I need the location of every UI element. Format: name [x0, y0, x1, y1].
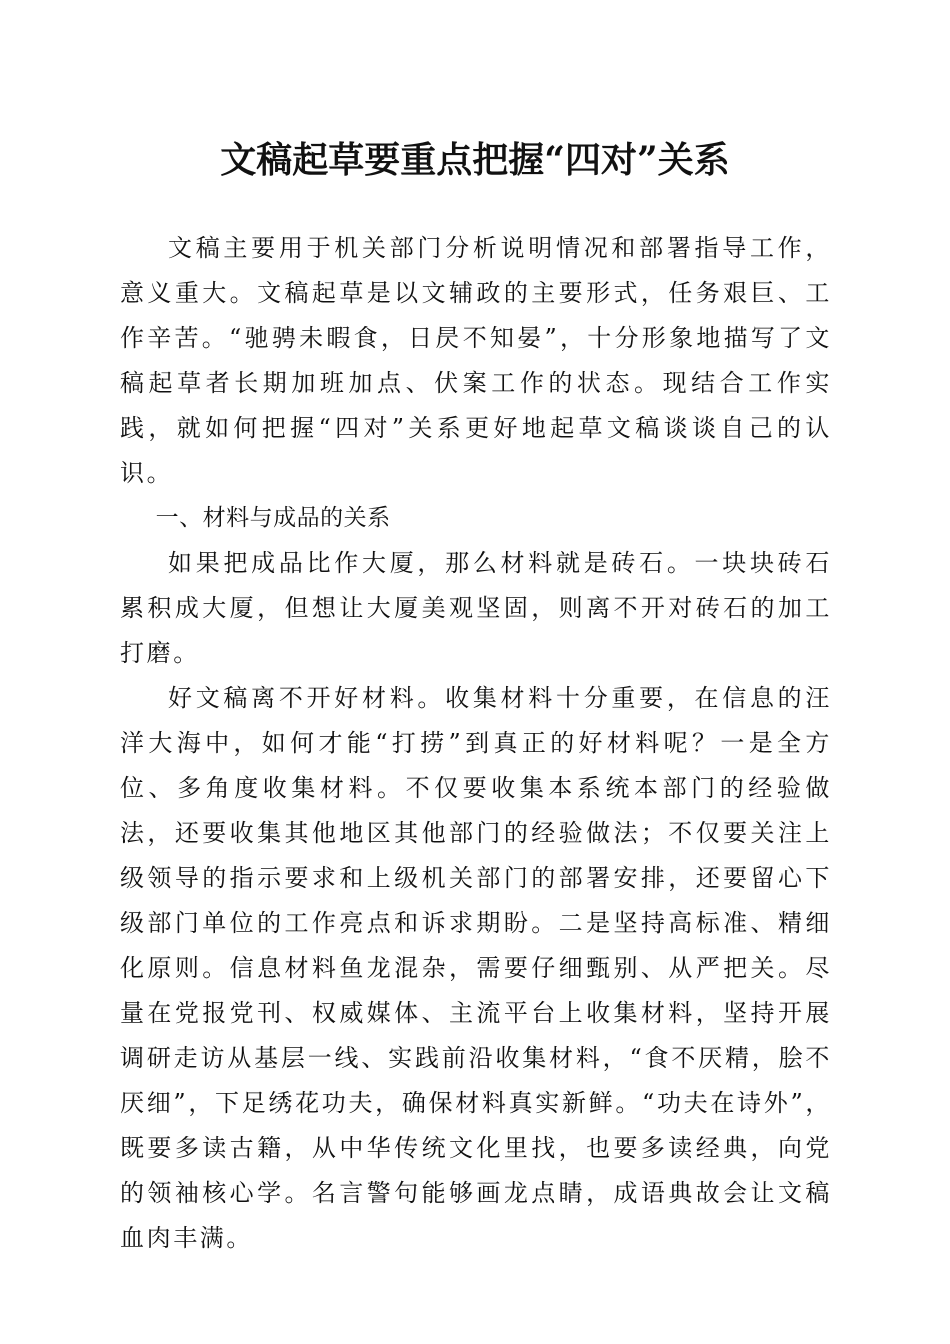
document-title: 文稿起草要重点把握“四对”关系 — [220, 139, 730, 181]
body-paragraph: 如果把成品比作大厦，那么材料就是砖石。一块块砖石累积成大厦，但想让大厦美观坚固，则离不开对砖石的加工打磨。 — [120, 549, 832, 667]
section-heading: 一、材料与成品的关系 — [155, 505, 391, 531]
intro-paragraph: 文稿主要用于机关部门分析说明情况和部署指导工作，意义重大。文稿起草是以文辅政的主要形式，任务艰巨、工作辛苦。“驰骋未暇食，日昃不知晏”，十分形象地描写了文稿起草者长期加班加点、伏案工作的状态。现结合工作实践，就如何把握“四对”关系更好地起草文稿谈谈自己的认识。 — [120, 234, 832, 487]
body-paragraph: 好文稿离不开好材料。收集材料十分重要，在信息的汪洋大海中，如何才能“打捞”到真正的好材料呢？一是全方位、多角度收集材料。不仅要收集本系统本部门的经验做法，还要收集其他地区其他部门的经验做法；不仅要关注上级领导的指示要求和上级机关部门的部署安排，还要留心下级部门单位的工作亮点和诉求期盼。二是坚持高标准、精细化原则。信息材料鱼龙混杂，需要仔细甄别、从严把关。尽量在党报党刊、权威媒体、主流平台上收集材料，坚持开展调研走访从基层一线、实践前沿收集材料，“食不厌精，脍不厌细”，下足绣花功夫，确保材料真实新鲜。“功夫在诗外”，既要多读古籍，从中华传统文化里找，也要多读经典，向党的领袖核心学。名言警句能够画龙点睛，成语典故会让文稿血肉丰满。 — [120, 684, 832, 1252]
document-body — [120, 226, 832, 1261]
